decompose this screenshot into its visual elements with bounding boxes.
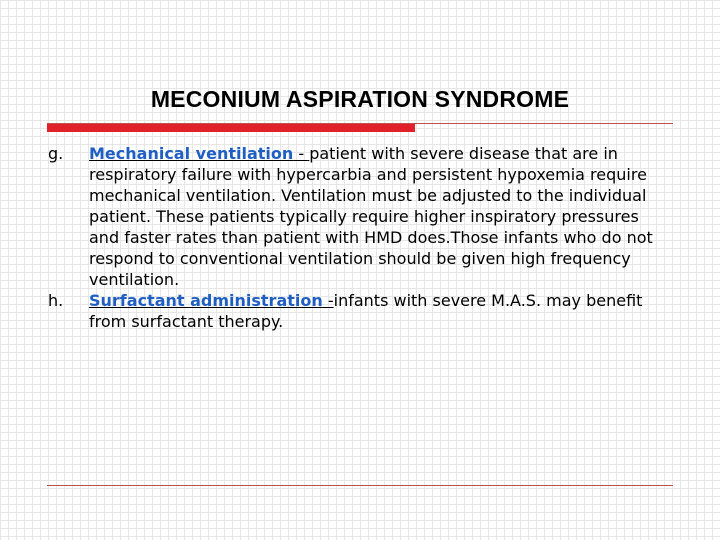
slide-title: MECONIUM ASPIRATION SYNDROME: [150, 86, 570, 112]
list-item-text: [89, 290, 668, 332]
item-separator: -: [322, 291, 334, 310]
content-list: [48, 143, 668, 332]
item-description: infants with severe M.A.S. may benefit from surfactant therapy.: [89, 291, 643, 331]
list-item-g: [48, 143, 668, 290]
item-keyword: Surfactant administration: [89, 291, 323, 310]
item-description: patient with severe disease that are in respiratory failure with hypercarbia and persistent hypoxemia require mechanical ventilation. Ventilation must be adjusted to the individual patient. These patients typically require higher inspiratory pressures and faster rates than patient with HMD does.Those infants who do not respond to conventional ventilation should be given high frequency ventilation.: [89, 144, 653, 289]
list-item-h: [48, 290, 668, 332]
list-item-text: [89, 143, 668, 290]
list-marker: g.: [48, 144, 64, 163]
item-keyword: Mechanical ventilation: [89, 144, 294, 163]
item-separator: -: [293, 144, 310, 163]
bottom-divider: [47, 485, 673, 486]
list-marker: h.: [48, 291, 64, 310]
title-accent-bar: [47, 124, 415, 132]
